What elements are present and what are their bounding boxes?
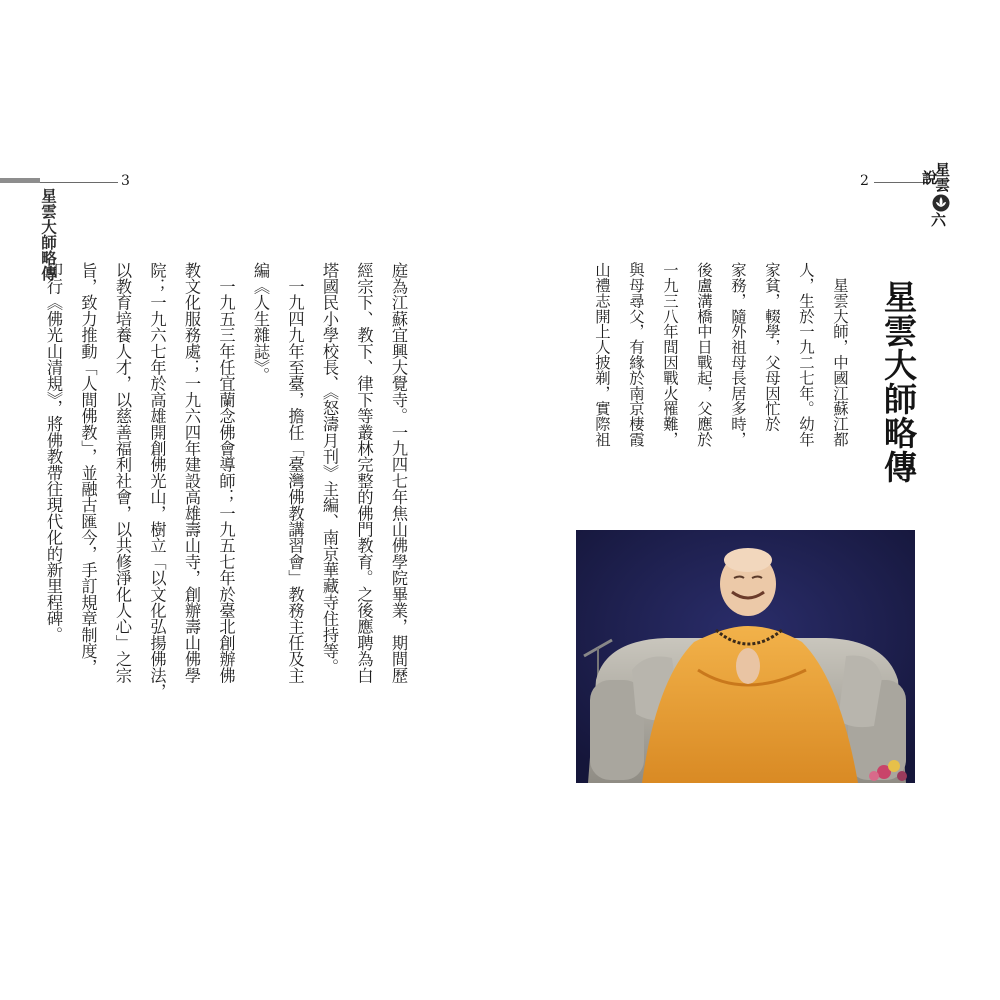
lotus-emblem-icon [932,194,950,212]
text-column: 塔國民小學校長、《怒濤月刊》主編、南京華藏寺住持等。 [320,262,339,676]
text-column: 庭為江蘇宜興大覺寺。一九四七年焦山佛學院畢業，期間歷 [389,262,408,684]
left-running-title: 星雲大師略傳 [39,188,58,281]
book-title-column-2 [921,170,937,185]
text-column: 旨，致力推動「人間佛教」，並融古匯今，手訂規章制度， [78,262,98,676]
text-column: 人，生於一九二七年。幼年 [797,262,815,447]
text-column: 一九五三年任宜蘭念佛會導師；一九五七年於臺北創辦佛 [216,262,236,684]
text-column: 經宗下、教下、律下等叢林完整的佛門教育。之後應聘為白 [354,262,374,684]
text-column: 家務，隨外祖母長居多時， [729,262,747,447]
book-title-char-3: 說 [920,170,938,185]
left-header-rule [40,182,118,183]
text-column: 印行《佛光山清規》，將佛教帶往現代化的新里程碑。 [44,262,63,643]
book-title-char-2: 雲 [933,177,951,192]
left-page-number: 3 [121,173,130,189]
right-page-body [585,262,857,502]
text-column: 山禮志開上人披剃，實際祖 [593,262,611,447]
left-header-bar [0,178,40,183]
chapter-title: 星雲大師略傳 [879,280,918,484]
text-column: 與母尋父，有緣於南京棲霞 [627,262,645,447]
text-column: 星雲大師，中國江蘇江都 [831,262,849,447]
book-volume: 六 [929,212,947,227]
text-column: 以教育培養人才，以慈善福利社會，以共修淨化人心」之宗 [113,262,132,684]
text-column: 教文化服務處；一九六四年建設高雄壽山寺，創辦壽山佛學 [182,262,201,684]
left-page-body [36,262,416,802]
text-column: 一九四九年至臺，擔任「臺灣佛教講習會」教務主任及主 [285,262,305,684]
text-column: 一九三八年間因戰火罹難， [661,262,679,447]
text-column: 後盧溝橋中日戰起，父應於 [695,262,713,447]
text-column: 編《人生雜誌》。 [251,262,270,384]
master-portrait-photo [576,530,915,783]
text-column: 家貧，輟學，父母因忙於 [763,262,781,432]
text-column: 院；一九六七年於高雄開創佛光山，樹立「以文化弘揚佛法， [147,262,167,700]
book-title-char-1: 星 [933,162,951,177]
right-page-number: 2 [860,173,869,189]
